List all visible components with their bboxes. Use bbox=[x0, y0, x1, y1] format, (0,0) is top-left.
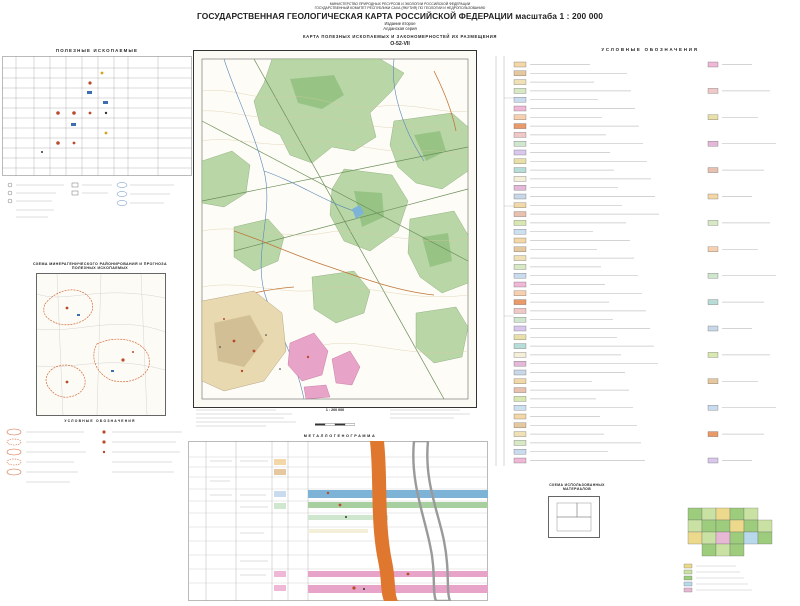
scale-bar bbox=[315, 413, 355, 416]
legend-swatch bbox=[514, 150, 526, 155]
legend-swatch-right bbox=[708, 379, 718, 384]
legend-swatch-right bbox=[708, 168, 718, 173]
metallogram-chart bbox=[188, 441, 488, 601]
legend-swatch bbox=[514, 88, 526, 93]
legend-swatch bbox=[514, 449, 526, 454]
legend-swatch bbox=[514, 238, 526, 243]
legend-swatch-right bbox=[708, 300, 718, 305]
legend-swatch bbox=[514, 379, 526, 384]
legend-swatch bbox=[514, 432, 526, 437]
main-geological-map[interactable] bbox=[193, 50, 477, 408]
scheme-title: СХЕМА МИНЕРАГЕНИЧЕСКОГО РАЙОНИРОВАНИЯ И ПРОГНОЗА ПОЛЕЗНЫХ ИСКОПАЕМЫХ bbox=[33, 262, 167, 271]
legend-swatch-right bbox=[708, 141, 718, 146]
studied-areas-map bbox=[678, 498, 790, 598]
studied-legend-swatch bbox=[684, 564, 692, 568]
legend-swatch bbox=[514, 440, 526, 445]
studied-legend-swatch bbox=[684, 570, 692, 574]
legend-swatch-right bbox=[708, 115, 718, 120]
legend-swatch bbox=[514, 185, 526, 190]
inset-legend bbox=[4, 426, 194, 496]
legend-swatch bbox=[514, 388, 526, 393]
legend-swatch bbox=[514, 308, 526, 313]
main-map-svg bbox=[194, 51, 476, 407]
legend-svg bbox=[492, 56, 792, 466]
ministry-line-1: МИНИСТЕРСТВО ПРИРОДНЫХ РЕСУРСОВ И ЭКОЛОГИИ РОССИЙСКОЙ ФЕДЕРАЦИИ bbox=[329, 2, 471, 6]
legend-swatch bbox=[514, 194, 526, 199]
legend-swatch bbox=[514, 370, 526, 375]
map-scale-label: 1 : 200 000 bbox=[325, 408, 345, 412]
legend-swatch bbox=[514, 458, 526, 463]
legend-swatch-right bbox=[708, 326, 718, 331]
studied-scheme-left bbox=[548, 496, 600, 538]
legend-swatch bbox=[514, 229, 526, 234]
legend-swatch bbox=[514, 168, 526, 173]
legend-swatch bbox=[514, 220, 526, 225]
legend-swatch bbox=[514, 159, 526, 164]
legend-swatch bbox=[514, 291, 526, 296]
studied-scheme-title: СХЕМА ИСПОЛЬЗОВАННЫХ МАТЕРИАЛОВ bbox=[549, 483, 605, 492]
legend-swatch bbox=[514, 124, 526, 129]
legend-swatch-right bbox=[708, 88, 718, 93]
legend-swatch bbox=[514, 414, 526, 419]
studied-legend-swatch bbox=[684, 582, 692, 586]
legend-swatch bbox=[514, 106, 526, 111]
legend-title: УСЛОВНЫЕ ОБОЗНАЧЕНИЯ bbox=[601, 47, 699, 52]
map-credits-left bbox=[196, 408, 306, 430]
legend-swatch bbox=[514, 282, 526, 287]
legend-swatch-right bbox=[708, 247, 718, 252]
map-subtitle: КАРТА ПОЛЕЗНЫХ ИСКОПАЕМЫХ И ЗАКОНОМЕРНОСТЕЙ ИХ РАЗМЕЩЕНИЯ bbox=[303, 34, 497, 39]
legend-swatch bbox=[514, 247, 526, 252]
legend-swatch bbox=[514, 423, 526, 428]
legend-swatch-right bbox=[708, 458, 718, 463]
studied-legend-swatch bbox=[684, 588, 692, 592]
legend-swatch bbox=[514, 80, 526, 85]
legend-swatch-right bbox=[708, 273, 718, 278]
legend-swatch bbox=[514, 203, 526, 208]
minerals-symbol-legend bbox=[4, 180, 192, 225]
legend-swatch bbox=[514, 344, 526, 349]
legend-swatch bbox=[514, 405, 526, 410]
legend-swatch-right bbox=[708, 405, 718, 410]
legend-swatch bbox=[514, 141, 526, 146]
legend-swatch bbox=[514, 352, 526, 357]
legend-swatch bbox=[514, 273, 526, 278]
minerageny-scheme-map bbox=[36, 273, 166, 416]
legend-swatch bbox=[514, 361, 526, 366]
ministry-line-2: ГОСУДАРСТВЕННЫЙ КОМИТЕТ РЕСПУБЛИКИ САХА (ЯКУТИЯ) ПО ГЕОЛОГИИ И НЕДРОПОЛЬЗОВАНИЮ bbox=[314, 6, 486, 10]
legend-swatch bbox=[514, 62, 526, 67]
series-label: Алданская серия bbox=[383, 26, 417, 31]
legend-swatch bbox=[514, 317, 526, 322]
legend-swatch-right bbox=[708, 220, 718, 225]
map-credits-right bbox=[390, 408, 474, 424]
studied-legend-swatch bbox=[684, 576, 692, 580]
legend-swatch-right bbox=[708, 194, 718, 199]
legend-swatch bbox=[514, 97, 526, 102]
legend-swatch bbox=[514, 335, 526, 340]
metallogram-title: МЕТАЛЛОГЕНОГРАММА bbox=[303, 434, 377, 438]
legend-swatch bbox=[514, 212, 526, 217]
legend-swatch bbox=[514, 115, 526, 120]
legend-swatch-right bbox=[708, 432, 718, 437]
legend-swatch bbox=[514, 396, 526, 401]
legend-swatch bbox=[514, 300, 526, 305]
legend-swatch bbox=[514, 71, 526, 76]
sheet-number: O-52-VII bbox=[390, 41, 410, 47]
map-main-title: ГОСУДАРСТВЕННАЯ ГЕОЛОГИЧЕСКАЯ КАРТА РОССИЙСКОЙ ФЕДЕРАЦИИ масштаба 1 : 200 000 bbox=[197, 11, 603, 21]
legend-swatch-right bbox=[708, 62, 718, 67]
minerals-table-grid bbox=[2, 56, 192, 176]
legend-swatch-right bbox=[708, 352, 718, 357]
legend-panel bbox=[492, 56, 792, 466]
minerals-table bbox=[2, 56, 192, 176]
legend-swatch bbox=[514, 264, 526, 269]
inset-legend-title: УСЛОВНЫЕ ОБОЗНАЧЕНИЯ bbox=[64, 419, 136, 423]
legend-swatch bbox=[514, 132, 526, 137]
legend-swatch bbox=[514, 256, 526, 261]
legend-swatch bbox=[514, 326, 526, 331]
legend-swatch bbox=[514, 176, 526, 181]
minerals-section-title: ПОЛЕЗНЫЕ ИСКОПАЕМЫЕ bbox=[55, 48, 139, 53]
edition-label: Издание второе bbox=[384, 21, 416, 26]
